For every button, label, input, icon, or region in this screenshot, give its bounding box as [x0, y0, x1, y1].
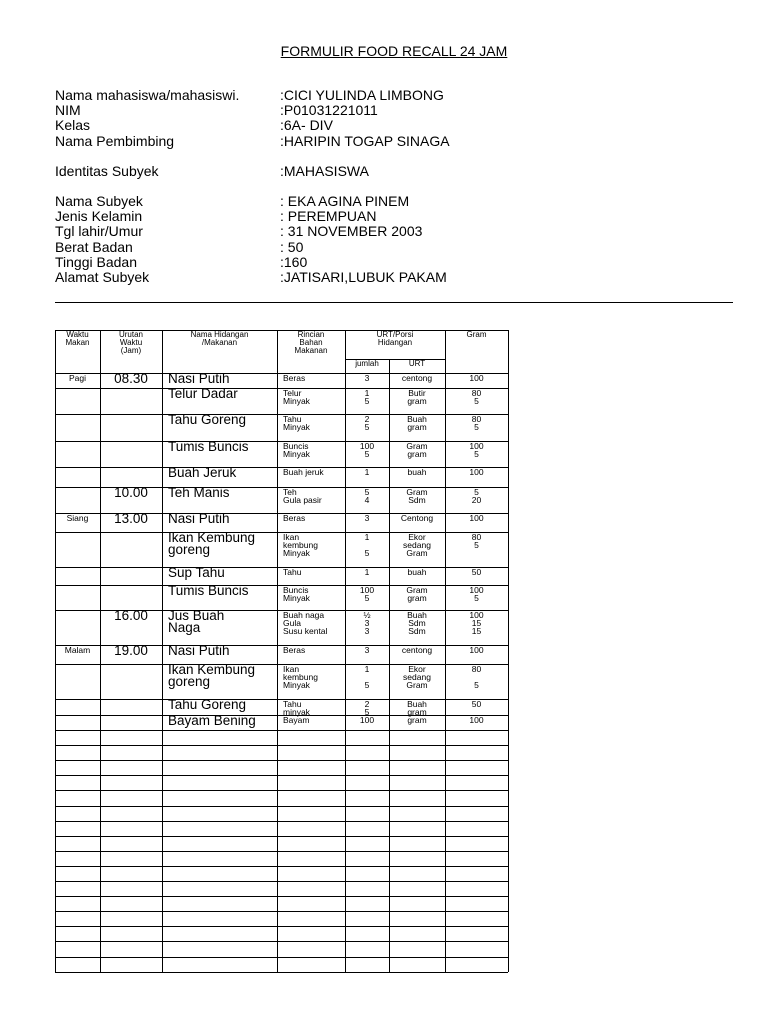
- cell-gram: 80 5: [471, 664, 482, 690]
- cell-jumlah: 1 5: [364, 532, 370, 558]
- cell-urt: Gram Sdm: [406, 487, 428, 505]
- info-value: : 31 NOVEMBER 2003: [280, 223, 423, 240]
- cell-bahan: Tahu: [283, 567, 302, 577]
- cell-jumlah: 2 5: [364, 414, 370, 432]
- cell-jam: 16.00: [114, 608, 148, 623]
- cell-bahan: Beras: [283, 373, 306, 383]
- cell-jam: 08.30: [114, 371, 148, 386]
- table-row-line: [55, 806, 508, 807]
- cell-bahan: Tahu minyak: [283, 699, 310, 717]
- cell-hidangan: Nasi Putih: [168, 643, 230, 658]
- cell-urt: Gram gram: [406, 585, 428, 603]
- info-row-tinggi-badan: [55, 255, 450, 270]
- info-label: Nama Subyek: [55, 192, 143, 209]
- cell-hidangan: Tumis Buncis: [168, 439, 249, 454]
- cell-gram: 100: [469, 467, 484, 477]
- header-urutan-waktu: Urutan Waktu (Jam): [118, 330, 143, 355]
- cell-gram: 5 20: [471, 487, 482, 505]
- table-row-line: [55, 881, 508, 882]
- cell-bahan: Beras: [283, 513, 306, 523]
- cell-urt: Buah Sdm Sdm: [407, 610, 427, 636]
- info-row-berat-badan: [55, 240, 450, 255]
- cell-gram: 100: [469, 645, 484, 655]
- cell-hidangan: Nasi Putih: [168, 511, 230, 526]
- table-row-line: [55, 911, 508, 912]
- header-jumlah: jumlah: [355, 359, 379, 368]
- cell-jam: 19.00: [114, 643, 148, 658]
- cell-gram: 80 5: [471, 414, 482, 432]
- table-row-line: [55, 745, 508, 746]
- cell-waktu: Siang: [66, 513, 89, 523]
- cell-gram: 100 15 15: [469, 610, 484, 636]
- cell-urt: Buah gram: [407, 414, 427, 432]
- table-column-line: [162, 330, 163, 972]
- info-value: : 50: [280, 238, 304, 255]
- cell-urt: buah: [407, 567, 427, 577]
- table-row-line: [55, 926, 508, 927]
- cell-gram: 50: [471, 567, 482, 577]
- info-row-kelas: [55, 118, 450, 133]
- cell-urt: Centong: [400, 513, 434, 523]
- cell-gram: 100: [469, 373, 484, 383]
- info-label: Jenis Kelamin: [55, 208, 143, 225]
- table-row-line: [55, 775, 508, 776]
- table-row-line: [55, 941, 508, 942]
- cell-urt: gram: [407, 715, 427, 725]
- cell-urt: Butir gram: [407, 388, 427, 406]
- info-label: Alamat Subyek: [55, 268, 150, 285]
- cell-urt: centong: [401, 645, 433, 655]
- cell-bahan: Tahu Minyak: [283, 414, 310, 432]
- cell-gram: 100: [469, 715, 484, 725]
- info-label: Kelas: [55, 117, 91, 134]
- cell-jumlah: 3: [364, 645, 370, 655]
- header-urt-porsi: URT/Porsi Hidangan: [376, 330, 414, 347]
- form-title: FORMULIR FOOD RECALL 24 JAM: [280, 43, 508, 59]
- table-row-line: [55, 957, 508, 958]
- cell-gram: 100 5: [469, 585, 484, 603]
- cell-waktu: Pagi: [68, 373, 86, 383]
- cell-bahan: Buah naga Gula Susu kental: [283, 610, 328, 636]
- cell-urt: Ekor sedang Gram: [403, 532, 431, 558]
- info-value: :6A- DIV: [280, 117, 333, 134]
- cell-urt: Buah gram: [407, 699, 427, 717]
- cell-hidangan: Ikan Kembung goreng: [168, 662, 256, 689]
- info-label: Nama mahasiswa/mahasiswi.: [55, 87, 240, 103]
- table-subheader-line: [345, 359, 445, 360]
- cell-urt: centong: [401, 373, 433, 383]
- cell-bahan: Buah jeruk: [283, 467, 324, 477]
- table-row-line: [55, 896, 508, 897]
- cell-urt: Ekor sedang Gram: [403, 664, 431, 690]
- table-row-line: [55, 730, 508, 731]
- table-row-line: [55, 972, 508, 973]
- cell-jumlah: 3: [364, 373, 370, 383]
- info-row-jenis-kelamin: [55, 209, 450, 224]
- cell-hidangan: Buah Jeruk: [168, 465, 237, 480]
- cell-jumlah: 5 4: [364, 487, 370, 505]
- cell-jumlah: 1: [364, 567, 370, 577]
- cell-bahan: Ikan kembung Minyak: [283, 532, 318, 558]
- cell-bahan: Buncis Minyak: [283, 441, 310, 459]
- cell-hidangan: Tahu Goreng: [168, 412, 247, 427]
- cell-jumlah: 100 5: [359, 441, 375, 459]
- info-row-nama-subyek: [55, 194, 450, 209]
- cell-hidangan: Ikan Kembung goreng: [168, 530, 256, 557]
- info-row-tgl-lahir: [55, 224, 450, 239]
- table-row-line: [55, 851, 508, 852]
- cell-hidangan: Tahu Goreng: [168, 697, 247, 712]
- info-label: Tgl lahir/Umur: [55, 223, 143, 240]
- info-value: :CICI YULINDA LIMBONG: [280, 87, 444, 103]
- table-column-line: [277, 330, 278, 972]
- info-value: :HARIPIN TOGAP SINAGA: [280, 132, 450, 149]
- info-value: :P01031221011: [280, 102, 378, 119]
- info-value: : PEREMPUAN: [280, 208, 377, 225]
- info-label: Identitas Subyek: [55, 162, 159, 179]
- cell-jumlah: 1 5: [364, 388, 370, 406]
- header-urt: URT: [408, 359, 426, 368]
- cell-bahan: Bayam: [283, 715, 310, 725]
- info-label: Nama Pembimbing: [55, 132, 175, 149]
- table-border-top: [55, 330, 508, 331]
- cell-gram: 100: [469, 513, 484, 523]
- cell-jumlah: 100: [359, 715, 375, 725]
- cell-waktu: Malam: [64, 645, 91, 655]
- header-rincian-bahan: Rincian Bahan Makanan: [294, 330, 328, 355]
- header-waktu-makan: Waktu Makan: [65, 330, 90, 347]
- info-row-pembimbing: [55, 134, 450, 149]
- info-row-alamat: [55, 270, 450, 285]
- cell-gram: 100 5: [469, 441, 484, 459]
- cell-hidangan: Nasi Putih: [168, 371, 230, 386]
- info-label: NIM: [55, 102, 81, 119]
- info-label: Tinggi Badan: [55, 253, 137, 270]
- separator-line: [55, 302, 733, 303]
- table-column-line: [508, 330, 509, 972]
- header-gram: Gram: [466, 330, 487, 339]
- cell-jumlah: 3: [364, 513, 370, 523]
- info-value: :JATISARI,LUBUK PAKAM: [280, 268, 447, 285]
- table-row-line: [55, 866, 508, 867]
- cell-jumlah: 2 5: [364, 699, 370, 717]
- cell-urt: Gram gram: [406, 441, 428, 459]
- cell-hidangan: Bayam Bening: [168, 713, 256, 728]
- cell-hidangan: Sup Tahu: [168, 565, 225, 580]
- info-value: :160: [280, 253, 308, 270]
- cell-jumlah: 100 5: [359, 585, 375, 603]
- cell-bahan: Teh Gula pasir: [283, 487, 322, 505]
- cell-jumlah: 1 5: [364, 664, 370, 690]
- cell-hidangan: Jus Buah Naga: [168, 608, 225, 635]
- info-row-nim: [55, 103, 450, 118]
- cell-urt: buah: [407, 467, 427, 477]
- cell-hidangan: Telur Dadar: [168, 386, 238, 401]
- cell-jumlah: ½ 3 3: [363, 610, 371, 636]
- info-label: Berat Badan: [55, 238, 133, 255]
- info-row-nama-mahasiswa: [55, 88, 450, 103]
- cell-jumlah: 1: [364, 467, 370, 477]
- cell-bahan: Beras: [283, 645, 306, 655]
- info-section: [55, 88, 450, 285]
- table-row-line: [55, 836, 508, 837]
- table-row-line: [55, 821, 508, 822]
- cell-gram: 50: [471, 699, 482, 709]
- table-row-line: [55, 760, 508, 761]
- table-row-line: [55, 790, 508, 791]
- cell-jam: 13.00: [114, 511, 148, 526]
- cell-hidangan: Tumis Buncis: [168, 583, 249, 598]
- header-nama-hidangan: Nama Hidangan /Makanan: [190, 330, 249, 347]
- cell-gram: 80 5: [471, 532, 482, 550]
- cell-bahan: Telur Minyak: [283, 388, 310, 406]
- cell-jam: 10.00: [114, 485, 148, 500]
- cell-bahan: Buncis Minyak: [283, 585, 310, 603]
- info-value: : EKA AGINA PINEM: [280, 192, 410, 209]
- info-value: :MAHASISWA: [280, 162, 369, 179]
- cell-bahan: Ikan kembung Minyak: [283, 664, 318, 690]
- cell-gram: 80 5: [471, 388, 482, 406]
- cell-hidangan: Teh Manis: [168, 485, 230, 500]
- info-row-identitas: [55, 164, 450, 179]
